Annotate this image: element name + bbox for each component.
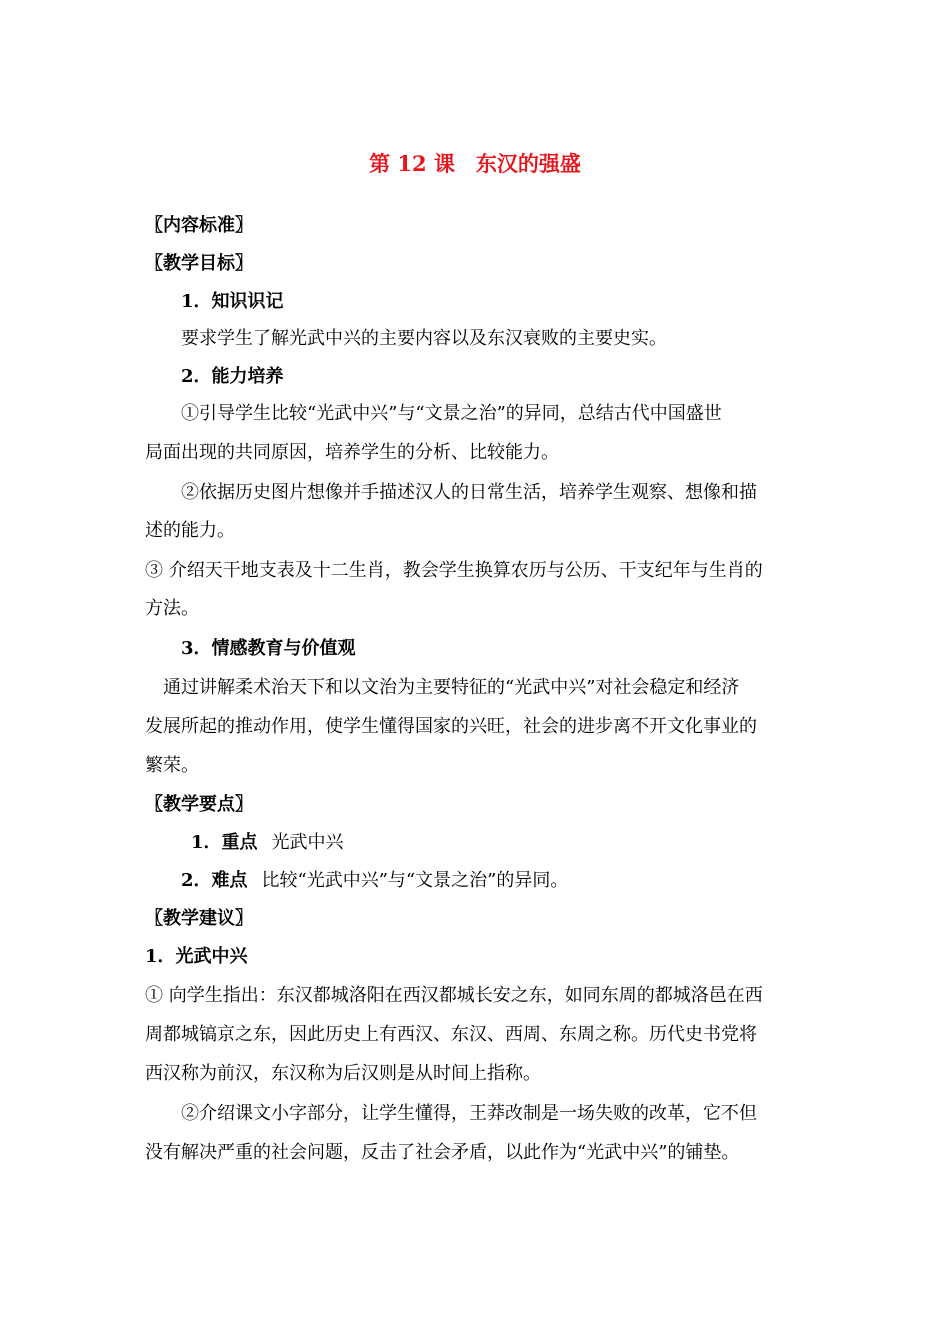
- goal-knowledge-heading: 1．知识识记: [181, 291, 284, 312]
- point-difficult-label: 2．难点: [181, 870, 248, 891]
- goal-ability-2-line1: ②依据历史图片想像并手描述汉人的日常生活，培养学生观察、想像和描: [181, 482, 757, 503]
- goal-ability-3-line2: 方法。: [145, 598, 199, 619]
- point-key: [191, 831, 344, 855]
- suggestion-heading: 1．光武中兴: [145, 946, 248, 967]
- suggestion-2-line2: 没有解决严重的社会问题，反击了社会矛盾，以此作为“光武中兴”的铺垫。: [145, 1142, 740, 1163]
- goal-knowledge-text: 要求学生了解光武中兴的主要内容以及东汉衰败的主要史实。: [181, 328, 667, 349]
- section-content-standard: 〖内容标准〗: [145, 215, 253, 236]
- point-difficult-text: 比较“光武中兴”与“文景之治”的异同。: [261, 870, 569, 891]
- suggestion-1-line3: 西汉称为前汉，东汉称为后汉则是从时间上指称。: [145, 1063, 541, 1084]
- point-difficult: [181, 869, 568, 893]
- suggestion-1-line2: 周都城镐京之东，因此历史上有西汉、东汉、西周、东周之称。历代史书党将: [145, 1024, 757, 1045]
- goal-emotion-line2: 发展所起的推动作用，使学生懂得国家的兴旺，社会的进步离不开文化事业的: [145, 716, 757, 737]
- suggestion-2-line1: ②介绍课文小字部分，让学生懂得，王莽改制是一场失败的改革，它不但: [181, 1103, 757, 1124]
- section-teaching-points: 〖教学要点〗: [145, 794, 253, 815]
- point-key-label: 1．重点: [191, 832, 258, 853]
- goal-ability-3-line1: ③ 介绍天干地支表及十二生肖，教会学生换算农历与公历、干支纪年与生肖的: [145, 560, 763, 581]
- section-teaching-goals: 〖教学目标〗: [145, 253, 253, 274]
- lesson-title: 第 12 课 东汉的强盛: [369, 151, 581, 176]
- suggestion-1-line1: ① 向学生指出：东汉都城洛阳在西汉都城长安之东，如同东周的都城洛邑在西: [145, 985, 763, 1006]
- goal-ability-2-line2: 述的能力。: [145, 520, 235, 541]
- goal-emotion-line1: 通过讲解柔术治天下和以文治为主要特征的“光武中兴”对社会稳定和经济: [163, 677, 740, 698]
- goal-emotion-line3: 繁荣。: [145, 755, 199, 776]
- goal-ability-1-line1: ①引导学生比较“光武中兴”与“文景之治”的异同，总结古代中国盛世: [181, 403, 722, 424]
- goal-ability-heading: 2．能力培养: [181, 366, 284, 387]
- point-key-text: 光武中兴: [271, 832, 344, 853]
- goal-ability-1-line2: 局面出现的共同原因，培养学生的分析、比较能力。: [145, 442, 559, 463]
- section-teaching-suggestions: 〖教学建议〗: [145, 908, 253, 929]
- goal-emotion-heading: 3．情感教育与价值观: [181, 638, 356, 659]
